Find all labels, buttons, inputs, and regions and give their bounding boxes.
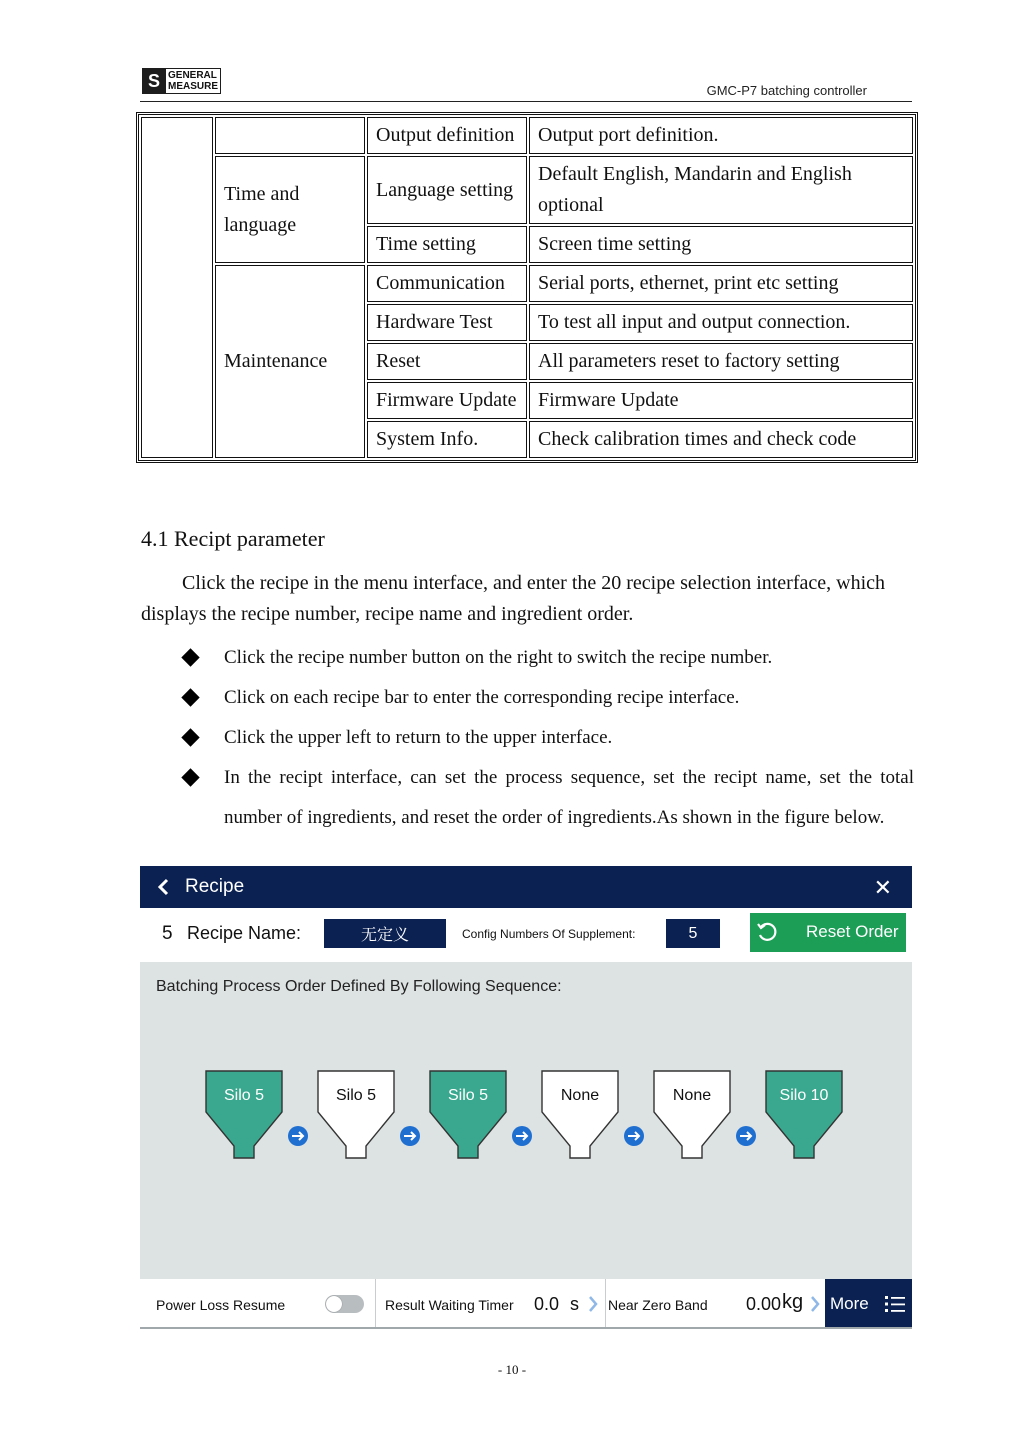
header-rule — [140, 101, 912, 102]
bullet-item — [182, 678, 914, 718]
diamond-bullet-icon — [181, 768, 199, 786]
table-cell-empty — [141, 117, 213, 458]
silo-hopper[interactable] — [317, 1070, 395, 1160]
reset-order-label: Reset Order — [806, 922, 899, 941]
result-timer-value[interactable]: 0.0 — [534, 1294, 560, 1314]
table-cell-group: Maintenance — [215, 265, 365, 458]
diamond-bullet-icon — [181, 648, 199, 666]
silo-hopper[interactable] — [765, 1070, 843, 1160]
power-loss-toggle[interactable] — [325, 1295, 364, 1313]
hopper-icon — [429, 1070, 507, 1160]
result-timer-label: Result Waiting Timer — [385, 1297, 514, 1313]
sequence-label: Batching Process Order Defined By Following Sequence: — [156, 978, 562, 995]
table-cell-name: Hardware Test — [367, 304, 527, 341]
more-label: More — [830, 1294, 869, 1313]
table-cell-desc: Output port definition. — [529, 117, 913, 154]
table-cell-desc: Screen time setting — [529, 226, 913, 263]
table-cell-name: System Info. — [367, 421, 527, 458]
table-cell-desc: Check calibration times and check code — [529, 421, 913, 458]
section-title: 4.1 Recipt parameter — [141, 526, 325, 551]
table-cell-name: Firmware Update — [367, 382, 527, 419]
table-cell-desc: To test all input and output connection. — [529, 304, 913, 341]
refresh-icon — [756, 921, 778, 943]
silo-label: Silo 5 — [223, 1087, 265, 1104]
footer-divider — [605, 1279, 606, 1329]
intro-paragraph: Click the recipe in the menu interface, and enter the 20 recipe selection interface, which displays the recipe number, recipe name and ingredient order. — [141, 572, 886, 625]
hopper-icon — [765, 1070, 843, 1160]
logo-line-2: MEASURE — [168, 81, 219, 92]
chevron-right-icon[interactable] — [588, 1295, 598, 1313]
company-logo — [142, 68, 236, 94]
recipe-screen-figure — [140, 866, 912, 1329]
hopper-icon — [205, 1070, 283, 1160]
table-cell-desc: Firmware Update — [529, 382, 913, 419]
recipe-name-input[interactable]: 无定义 — [324, 919, 446, 948]
close-icon[interactable]: ✕ — [873, 875, 892, 900]
table-cell-desc: Default English, Mandarin and English optional — [529, 156, 913, 224]
table-cell-desc: All parameters reset to factory setting — [529, 343, 913, 380]
silo-hopper[interactable] — [541, 1070, 619, 1160]
arrow-right-icon — [399, 1125, 421, 1147]
table-cell-group: Time and language — [215, 156, 365, 263]
config-supplement-label: Config Numbers Of Supplement: — [462, 927, 636, 941]
chevron-right-icon[interactable] — [810, 1295, 820, 1313]
silo-label: Silo 5 — [335, 1087, 377, 1104]
arrow-right-icon — [511, 1125, 533, 1147]
logo-line-1: GENERAL — [168, 70, 217, 81]
recipe-number-button[interactable]: 5 — [162, 923, 173, 944]
bullet-item — [182, 758, 914, 838]
parameter-table — [136, 112, 918, 463]
hopper-icon — [541, 1070, 619, 1160]
back-chevron-icon[interactable] — [156, 878, 170, 896]
document-title: GMC-P7 batching controller — [706, 83, 867, 98]
near-zero-unit: kg — [782, 1291, 804, 1313]
hopper-icon — [317, 1070, 395, 1160]
table-cell-name: Language setting — [367, 156, 527, 224]
screen-title: Recipe — [185, 876, 245, 897]
toggle-knob — [326, 1296, 342, 1312]
table-cell-name: Time setting — [367, 226, 527, 263]
arrow-right-icon — [623, 1125, 645, 1147]
arrow-right-icon — [287, 1125, 309, 1147]
result-timer-unit: s — [570, 1294, 579, 1314]
table-cell-name: Reset — [367, 343, 527, 380]
diamond-bullet-icon — [181, 728, 199, 746]
page-number: - 10 - — [497, 1362, 527, 1377]
power-loss-label: Power Loss Resume — [156, 1297, 286, 1313]
recipe-toolbar — [140, 908, 912, 962]
silo-label: Silo 10 — [779, 1087, 829, 1104]
recipe-name-label: Recipe Name: — [187, 923, 302, 943]
table-row — [141, 117, 913, 154]
silo-hopper[interactable] — [653, 1070, 731, 1160]
bullet-item — [182, 638, 914, 678]
silo-label: None — [672, 1087, 712, 1104]
near-zero-label: Near Zero Band — [608, 1297, 708, 1313]
silo-hopper[interactable] — [429, 1070, 507, 1160]
near-zero-value[interactable]: 0.00 — [746, 1294, 782, 1314]
table-cell-empty — [215, 117, 365, 154]
arrow-right-icon — [735, 1125, 757, 1147]
logo-mark: S — [142, 68, 166, 94]
footer-divider — [375, 1279, 376, 1329]
screen-titlebar — [140, 866, 912, 908]
bullet-text: Click on each recipe bar to enter the corresponding recipe interface. — [224, 687, 740, 708]
reset-order-button[interactable] — [750, 913, 906, 952]
table-cell-name: Communication — [367, 265, 527, 302]
silo-hopper[interactable] — [205, 1070, 283, 1160]
silo-label: Silo 5 — [447, 1087, 489, 1104]
table-row — [141, 265, 913, 302]
hopper-icon — [653, 1070, 731, 1160]
bullet-text: Click the upper left to return to the upper interface. — [224, 727, 613, 748]
bullet-list — [182, 638, 914, 838]
screen-footer — [140, 1279, 912, 1329]
bullet-text: Click the recipe number button on the right to switch the recipe number. — [224, 647, 773, 668]
config-supplement-input[interactable]: 5 — [666, 919, 720, 948]
table-cell-name: Output definition — [367, 117, 527, 154]
table-row — [141, 156, 913, 224]
bullet-item — [182, 718, 914, 758]
silo-label: None — [560, 1087, 600, 1104]
diamond-bullet-icon — [181, 688, 199, 706]
bullet-text: In the recipt interface, can set the process sequence, set the recipt name, set the total number of ingredients, and reset the order of ingredients.As shown in the figure below. — [224, 767, 914, 828]
logo-text — [166, 68, 221, 94]
more-button[interactable] — [825, 1279, 912, 1329]
table-cell-desc: Serial ports, ethernet, print etc setting — [529, 265, 913, 302]
list-menu-icon — [885, 1295, 905, 1313]
